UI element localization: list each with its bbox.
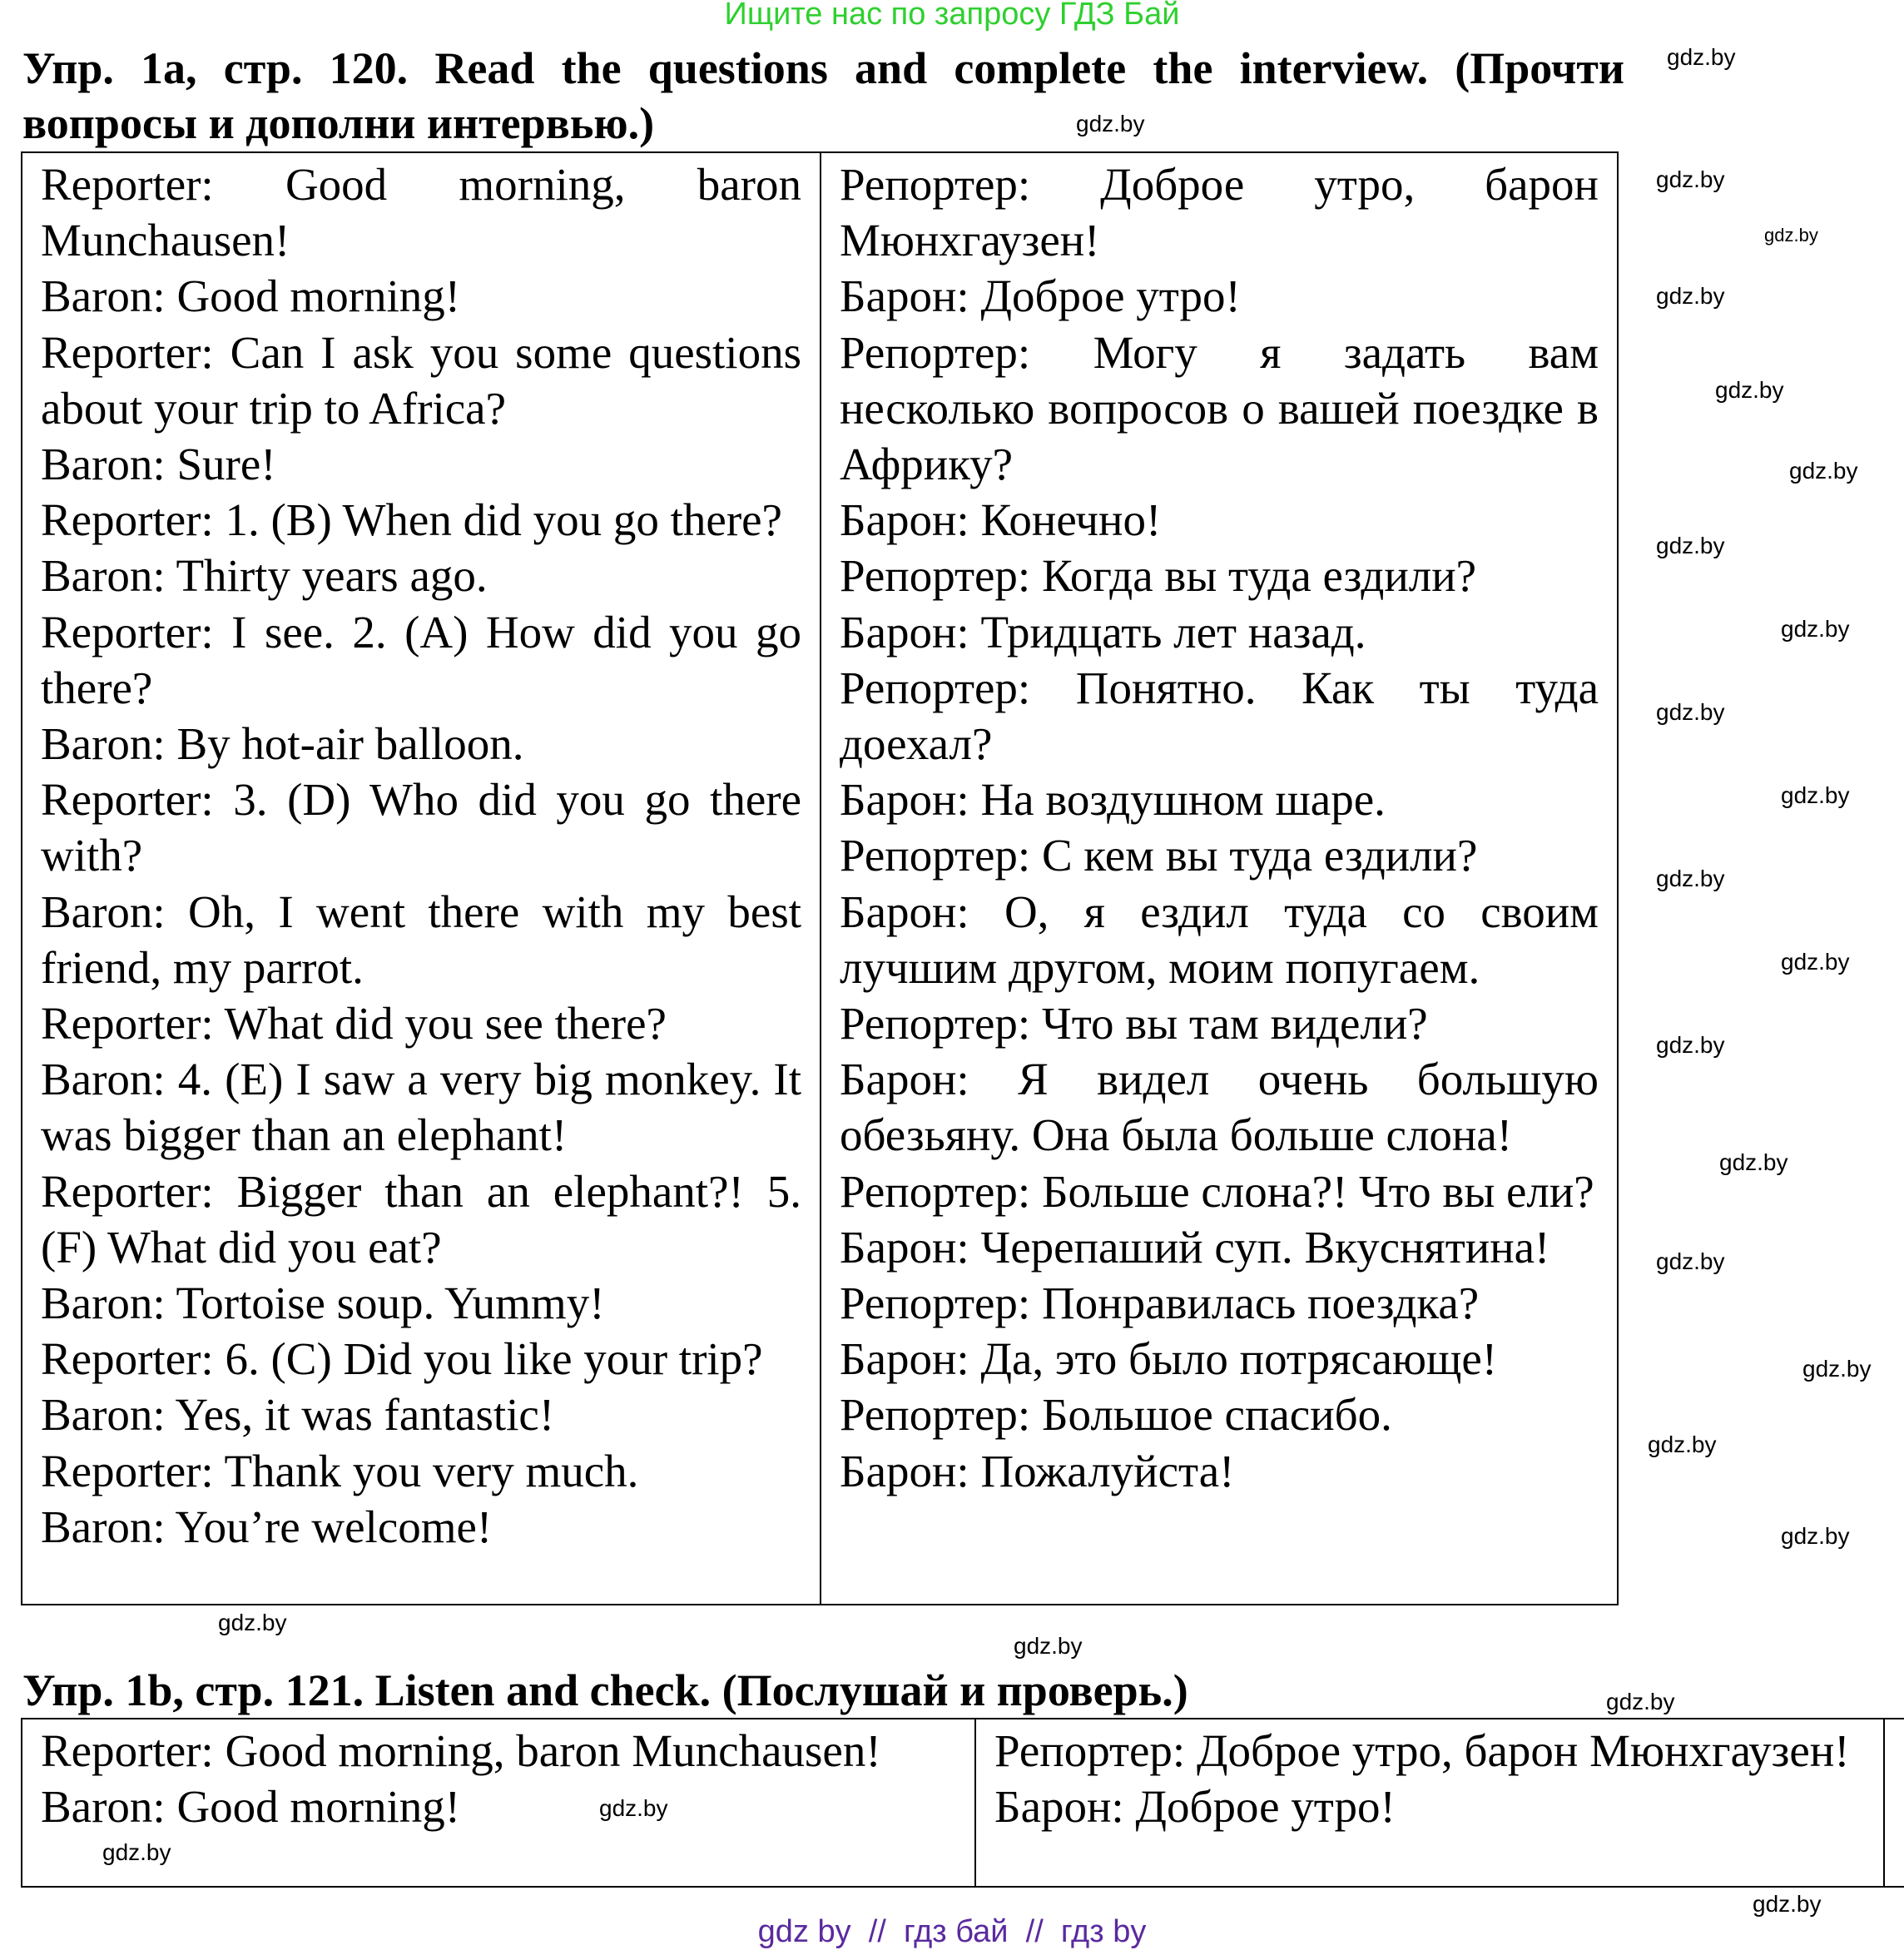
watermark: gdz.by <box>1789 458 1858 484</box>
dialogue-line: Репортер: Понятно. Как ты туда доехал? <box>840 662 1599 770</box>
watermark: gdz.by <box>218 1610 287 1635</box>
watermark: gdz.by <box>1781 949 1850 975</box>
dialogue-line: Барон: О, я ездил туда со своим лучшим другом, моим попугаем. <box>840 886 1599 993</box>
watermark: gdz.by <box>1764 225 1818 246</box>
watermark: gdz.by <box>1656 166 1725 192</box>
dialogue-line: Reporter: Good morning, baron Munchausen! <box>41 159 801 266</box>
dialogue-line: Baron: You’re welcome! <box>41 1501 493 1552</box>
watermark: gdz.by <box>1656 283 1725 309</box>
dialogue-line: Репортер: Доброе утро, барон Мюнхгаузен! <box>994 1725 1850 1776</box>
watermark: gdz.by <box>1667 44 1736 70</box>
dialogue-line: Reporter: Bigger than an elephant?! 5. (F) What did you eat? <box>41 1165 801 1273</box>
dialogue-line: Репортер: Больше слона?! Что вы ели? <box>840 1165 1594 1217</box>
watermark: gdz.by <box>1781 782 1850 808</box>
dialogue-line: Reporter: 1. (B) When did you go there? <box>41 494 782 546</box>
dialogue-line: Baron: Thirty years ago. <box>41 550 488 602</box>
exercise-1b-table <box>21 1718 1885 1888</box>
dialogue-line: Репортер: Большое спасибо. <box>840 1389 1392 1441</box>
table-border-extension <box>1885 1886 1904 1888</box>
dialogue-line: Барон: Черепаший суп. Вкуснятина! <box>840 1221 1550 1273</box>
dialogue-line: Reporter: Thank you very much. <box>41 1445 639 1496</box>
dialogue-line: Барон: Конечно! <box>840 494 1162 546</box>
watermark: gdz.by <box>1781 616 1850 642</box>
dialogue-line: Reporter: 3. (D) Who did you go there with? <box>41 774 801 881</box>
dialogue-line: Барон: Доброе утро! <box>840 270 1241 322</box>
watermark: gdz.by <box>599 1795 668 1821</box>
dialogue-line: Reporter: I see. 2. (A) How did you go there? <box>41 606 801 713</box>
watermark: gdz.by <box>1656 1032 1725 1058</box>
dialogue-line: Baron: Tortoise soup. Yummy! <box>41 1278 605 1329</box>
watermark: gdz.by <box>1802 1356 1872 1382</box>
dialogue-line: Барон: Доброе утро! <box>994 1781 1396 1833</box>
dialogue-line: Reporter: What did you see there? <box>41 998 667 1049</box>
watermark: gdz.by <box>1781 1523 1850 1549</box>
watermark: gdz.by <box>102 1839 171 1865</box>
dialogue-line: Baron: Oh, I went there with my best friend, my parrot. <box>41 886 801 993</box>
watermark: gdz.by <box>1076 111 1145 136</box>
dialogue-line: Baron: By hot-air balloon. <box>41 718 524 770</box>
watermark: gdz.by <box>1715 377 1784 403</box>
exercise-1a-title: Упр. 1a, стр. 120. Read the questions and complete the interview. (Прочти вопросы и дополни интервью.) <box>22 43 1624 148</box>
exercise-1b-title: Упр. 1b, стр. 121. Listen and check. (Послушай и проверь.) <box>22 1665 1188 1715</box>
dialogue-line: Репортер: Что вы там видели? <box>840 998 1428 1049</box>
watermark: gdz.by <box>1014 1633 1083 1659</box>
watermark: gdz.by <box>1719 1149 1788 1175</box>
dialogue-line: Барон: Тридцать лет назад. <box>840 606 1366 657</box>
watermark: gdz.by <box>1753 1891 1822 1917</box>
watermark: gdz.by <box>1606 1689 1675 1714</box>
english-column <box>22 152 821 1605</box>
dialogue-line: Репортер: Когда вы туда ездили? <box>840 550 1477 602</box>
dialogue-line: Reporter: 6. (C) Did you like your trip? <box>41 1333 763 1385</box>
dialogue-line: Baron: Yes, it was fantastic! <box>41 1389 555 1441</box>
dialogue-line: Репортер: Доброе утро, барон Мюнхгаузен! <box>840 159 1599 266</box>
dialogue-line: Baron: Sure! <box>41 439 276 490</box>
dialogue-line: Барон: Да, это было потрясающе! <box>840 1333 1498 1385</box>
watermark: gdz.by <box>1656 699 1725 725</box>
dialogue-line: Репортер: Понравилась поездка? <box>840 1278 1480 1329</box>
table-border-extension <box>1885 1718 1904 1719</box>
watermark: gdz.by <box>1656 1248 1725 1274</box>
watermark: gdz.by <box>1656 533 1725 558</box>
watermark: gdz.by <box>1656 866 1725 891</box>
dialogue-line: Baron: Good morning! <box>41 270 461 322</box>
dialogue-line: Репортер: С кем вы туда ездили? <box>840 830 1478 881</box>
footer-links: gdz by // гдз бай // гдз by <box>757 1914 1147 1949</box>
dialogue-line: Baron: Good morning! <box>41 1781 461 1833</box>
search-banner: Ищите нас по запросу ГДЗ Бай <box>724 0 1180 32</box>
dialogue-line: Reporter: Can I ask you some questions about your trip to Africa? <box>41 326 801 434</box>
watermark: gdz.by <box>1648 1432 1717 1457</box>
dialogue-line: Репортер: Могу я задать вам несколько вопросов о вашей поездке в Африку? <box>840 326 1599 490</box>
russian-column <box>975 1719 1884 1887</box>
exercise-1a-table <box>21 151 1619 1605</box>
dialogue-line: Baron: 4. (E) I saw a very big monkey. It was bigger than an elephant! <box>41 1054 801 1161</box>
russian-column <box>821 152 1618 1605</box>
dialogue-line: Барон: На воздушном шаре. <box>840 774 1386 826</box>
dialogue-line: Reporter: Good morning, baron Munchausen! <box>41 1725 881 1776</box>
dialogue-line: Барон: Я видел очень большую обезьяну. Она была больше слона! <box>840 1054 1599 1161</box>
dialogue-line: Барон: Пожалуйста! <box>840 1445 1235 1496</box>
